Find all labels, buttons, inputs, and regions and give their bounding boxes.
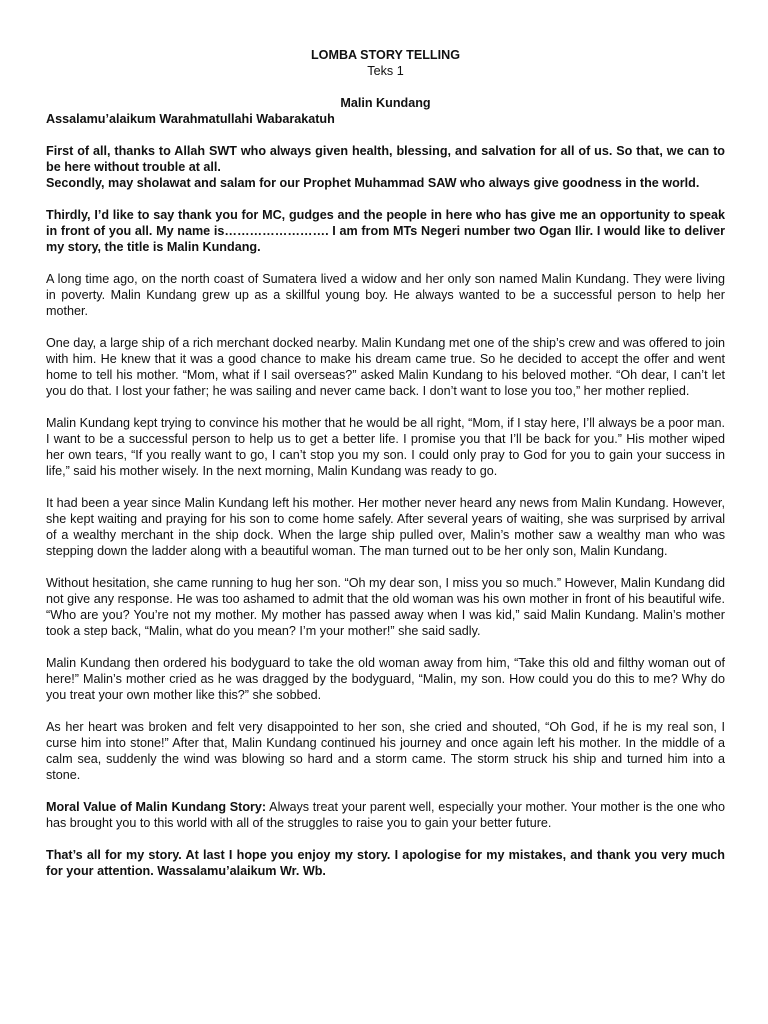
- story-paragraph: Malin Kundang kept trying to convince his mother that he would be all right, “Mom, if I stay here, I’ll always be a poor man. I want to be a successful person to help us to get a better life. I promise you that I’ll be back for you.” His mother wiped her own tears, “If you really want to go, I can’t stop you my son. I could only pray to God for you to gain your success in life,” said his mother wisely. In the next morning, Malin Kundang was ready to go.: [46, 416, 725, 478]
- story-paragraph: One day, a large ship of a rich merchant docked nearby. Malin Kundang met one of the ship’s crew and was offered to join with him. He knew that it was a good chance to make his dream came true. So he decided to accept the offer and went home to tell his mother. “Mom, what if I sail overseas?” asked Malin Kundang to his beloved mother. “Oh dear, I can’t let you do that. I lost your father; he was sailing and never came back. I don’t want to lose you too,” her mother replied.: [46, 336, 725, 398]
- closing-paragraph: That’s all for my story. At last I hope you enjoy my story. I apologise for my mistakes, and thank you very much for your attention. Wassalamu’alaikum Wr. Wb.: [46, 848, 725, 878]
- document-header-subtitle: Teks 1: [367, 64, 404, 78]
- moral-paragraph: [46, 799, 725, 831]
- document-header-title: LOMBA STORY TELLING: [310, 48, 461, 62]
- story-paragraph: A long time ago, on the north coast of Sumatera lived a widow and her only son named Malin Kundang. They were living in poverty. Malin Kundang grew up as a skillful young boy. He always wanted to be a successful person to help her mother.: [46, 272, 725, 318]
- intro-paragraph-2: Secondly, may sholawat and salam for our Prophet Muhammad SAW who always give goodness in the world.: [46, 176, 700, 190]
- story-paragraph: As her heart was broken and felt very disappointed to her son, she cried and shouted, “Oh God, if he is my real son, I curse him into stone!” After that, Malin Kundang continued his journey and once again left his mother. In the middle of a calm sea, suddenly the wind was blowing so hard and a storm came. The storm struck his ship and turned him into a stone.: [46, 720, 725, 782]
- greeting: Assalamu’alaikum Warahmatullahi Wabarakatuh: [46, 112, 335, 126]
- story-paragraph: Without hesitation, she came running to hug her son. “Oh my dear son, I miss you so much.” However, Malin Kundang did not give any response. He was too ashamed to admit that the old woman was his own mother in front of his beautiful wife. “Who are you? You’re not my mother. My mother has passed away when I was kid,” said Malin Kundang. Malin’s mother took a step back, “Malin, what do you mean? I’m your mother!” she said sadly.: [46, 576, 725, 638]
- story-paragraph: It had been a year since Malin Kundang left his mother. Her mother never heard any news from Malin Kundang. However, she kept waiting and praying for his son to come home safely. After several years of waiting, she was surprised by arrival of a wealthy merchant in the ship dock. When the large ship pulled over, Malin’s mother saw a wealthy man who was stepping down the ladder along with a beautiful woman. The man turned out to be her only son, Malin Kundang.: [46, 496, 725, 558]
- moral-text: Always treat your parent well, especially your mother. Your mother is the one who has brought you to this world with all of the struggles to raise you to gain your better future.: [46, 800, 725, 830]
- story-title: Malin Kundang: [340, 96, 431, 110]
- document-page: [46, 47, 725, 895]
- story-paragraph: Malin Kundang then ordered his bodyguard to take the old woman away from him, “Take this old and filthy woman out of here!” Malin’s mother cried as he was dragged by the bodyguard, “Malin, my son. How could you do this to me? Why do you treat your own mother like this?” she sobbed.: [46, 656, 725, 702]
- moral-label: Moral Value of Malin Kundang Story:: [46, 800, 267, 814]
- intro-paragraph-1: First of all, thanks to Allah SWT who always given health, blessing, and salvation for all of us. So that, we can to be here without trouble at all.: [46, 144, 725, 174]
- intro-paragraph-3: Thirdly, I’d like to say thank you for MC, gudges and the people in here who has give me an opportunity to speak in front of you all. My name is……………………. I am from MTs Negeri number two Ogan Ilir. I would like to deliver my story, the title is Malin Kundang.: [46, 208, 725, 254]
